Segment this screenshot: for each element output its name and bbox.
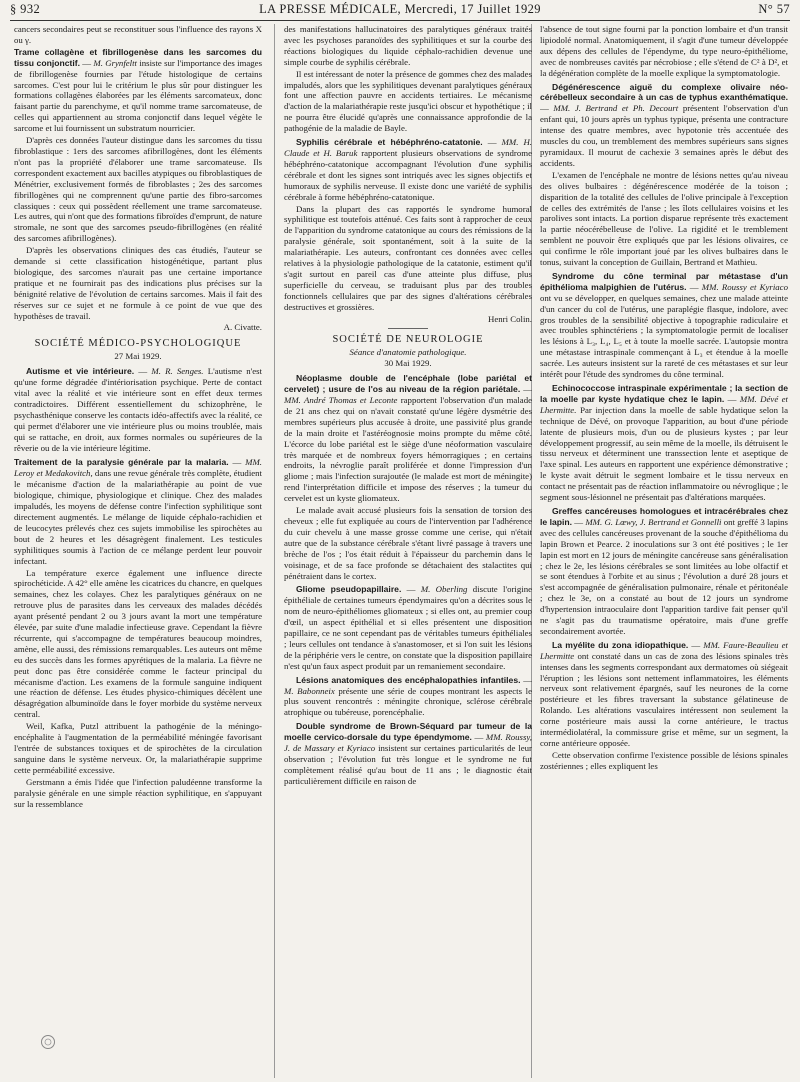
paragraph: insistent sur certaines particularités de leur observation ; l'évolution fut très longue et le syndrome ne fut complètement réalisé qu'au bout de 11 ans ; le diagnostic était particulièrement difficile en raison de: [284, 743, 532, 786]
paragraph: présente une série de coupes montrant les aspects le plus souvent rencontrés : méningite chronique, sclérose cérébrale atrophique ou tubéreuse, porencéphalie.: [284, 685, 532, 718]
signature: A. Civatte.: [223, 322, 262, 333]
paragraph: Cette observation confirme l'existence possible de lésions spinales zostériennes ; elles expliquent les: [540, 749, 788, 771]
article-title: Greffes cancéreuses homologues et intracérébrales chez le lapin.: [540, 505, 788, 527]
article-author: M. Grynfeltt: [93, 57, 137, 68]
article-author: MM. J. Bertrand et Ph. Decourt: [553, 103, 679, 114]
paragraph: ont constaté dans un cas de zona des lésions spinales très intenses dans les segments correspondant aux dermatomes où siégeait l'éruption ; les lésions sont nettement inflammatoires, les éléments nerveux sont relativement épargnés, sauf les neurones de la corne postérieure et les fibres traversant la substance gélatineuse de Rolando. Les altérations vasculaires intéressent non seulement la corne postérieure mais aussi la corne antérieure, le tractus intermédiolatéral, la commissure grise et même, sur un segment, la corne antérieure opposée.: [540, 650, 788, 748]
signature: Henri Colin.: [488, 313, 532, 324]
paragraph: D'après ces données l'auteur distingue dans les sarcomes du tissu fibroblastique : 1ers des sarcomes afibrillogènes, dont les éléments n'ont pas la propriété d'élaborer une trame sarcomateuse. Ils correspondent exactement aux bacilles atypiques ou fibroblastiques de Ménétrier, exclusivement formés de fibroblastes ; 2es des sarcomes fibrillogènes qui ne comprennent qu'une partie des fibro-sarcomes classiques : ceux qui possèdent réellement une trame sarcomateuse. Les autres, qui n'ont que des formations fibroïdes d'emprunt, de nature stromale, ne sont que des sarcomes pseudo-fibrillogènes (en réalité des sarcomes afibrillogènes).: [14, 135, 262, 244]
article-babonneix: Lésions anatomiques des encéphalopathies infantiles. — M. Babonneix présente une série de coupes montrant les aspects le plus souvent rencontrés : méningite chronique, sclérose cérébrale atrophique ou tubéreuse, porencéphalie.: [284, 674, 532, 718]
article-author: M. R. Senges.: [151, 366, 204, 377]
paragraph: dans une revue générale très complète, étudient le mécanisme d'action de la malariathérapie au point de vue biologique, chimique, physiologique et clinique. Chez des malades impaludés, les moyens de défense contre l'infection syphilitique sont directement augmentés. Le mélange de liquide céphalo-rachidien et de leucocytes prélevés chez ces sujets immobilise les spirochètes au bout de 2 heures et les désagrègent finalement. Les testicules syphilitiques soumis à l'action de ce mélange perdent leur pouvoir infectant.: [14, 468, 262, 566]
section-subtitle: Séance d'anatomie pathologique.: [349, 347, 467, 358]
article-grynfeltt: Trame collagène et fibrillogenèse dans les sarcomes du tissu conjonctif. — M. Grynfeltt insiste sur l'importance des images de fibrillogenèse fournies par l'étude histologique de certains sarcomes. C'est pour lui le critérium le plus sûr pour distinguer les formations collagènes élaborées par les éléments sarcomateux, donc faisant partie du parenchyme, et qu'il nomme trame sarcomateuse, de celles qui appartiennent au stroma conjonctif dans lequel végète le sarcome et lui fournissent un substratum nourricier.: [14, 46, 262, 134]
page-reference: § 932: [10, 2, 41, 16]
article-author: MM. André Thomas et Leconte: [284, 395, 398, 405]
paragraph: insiste sur l'importance des images de fibrillogenèse fournies par l'étude histologique de certains sarcomes. C'est pour lui le critérium le plus sûr pour distinguer les formations collagènes élaborées par les éléments sarcomateux, donc faisant partie du parenchyme, et qu'il nomme trame sarcomateuse, de celles qui appartiennent au stroma conjonctif dans lequel végète le sarcome et lui fournissent un substratum nourricier.: [14, 57, 262, 134]
column-1: [14, 24, 262, 1076]
section-title: SOCIÉTÉ DE NEUROLOGIE: [332, 334, 484, 346]
article-author: MM. G. Lœwy, J. Bertrand et Gonnelli: [585, 516, 722, 527]
article-title: Echinococcose intraspinale expérimentale ; la section de la moelle par kyste hydatique chez le lapin.: [540, 383, 788, 404]
section-date: 27 Mai 1929.: [114, 351, 162, 362]
paragraph: La température exerce également une influence directe spirochéticide. A 42° elle amène les cicatrices du chancre, en quelques semaines, chez les colayes. Chez les paralytiques généraux on ne retrouve plus de parasites dans les cerveaux des malades décédés ayant présenté pendant 2 ou 3 jours avant la mort une température élevée, par suite d'une maladie infectieuse grave. Cependant la fièvre récurrente, qui s'accompagne de températures beaucoup moindres, amène, elle aussi, des rémissions remarquables. Les auteurs ont même eu des succès dans les formes apyrétiques de la malaria. La fièvre ne peut donc pas être considérée comme le facteur principal du mécanisme d'action. Les examens de la formule sanguine indiquent une réaction de défense. Les études physico-chimiques décèlent une désagrégation albuminoïde dans le foyer morbide du système nerveux central.: [14, 567, 262, 720]
paragraph: rapportent l'observation d'un malade de 21 ans chez qui on n'avait constaté qu'une légère dysmétrie des membres supérieurs plus accusée à droite, une passivité plus grande de la main droite et l'astéréognosie moins prompte du même côté. L'écorce du lobe pariétal est le siège d'une néoformation vasculaire très marquée et de nombreux foyers hémorragiques ; en certains endroits, la névroglie paraît proliférée et donne l'impression d'un gliome ; mais l'infection surajoutée (le malade est mort de méningite) rend l'interprétation difficile et impose des réserves ; la tumeur du cervelet est un kyste gliomateux.: [284, 395, 532, 504]
library-stamp-icon: [40, 1034, 56, 1050]
paragraph: présentent l'observation d'un enfant qui, 10 jours après un typhus typique, présenta une contracture intense des quatre membres, avec hypotonie très accentuée des muscles du cou, un tremblement des membres supérieurs sans signes pyramidaux. Il mourut de cachexie 3 semaines après le début des accidents.: [540, 103, 788, 168]
article-author: MM. Leroy et Medakovitch,: [14, 457, 262, 479]
paragraph: D'après les observations cliniques des cas étudiés, l'auteur se demande si cette classification histogénétique, partant plus biologique, des sarcomes n'aurait pas une certaine importance pratique et ne fournirait pas des indications plus précises sur la bénignité relative de l'évolution de certains sarcomes. Mais il fait des réserves sur ce sujet et ne formule à ce point de vue que des hypothèses de travail.: [14, 245, 262, 321]
article-title: Néoplasme double de l'encéphale (lobe pariétal et cervelet) ; usure de l'os au niveau de la région pariétale.: [284, 373, 532, 395]
article-roussy-massary: Double syndrome de Brown-Séquard par tumeur de la moelle cervico-dorsale du type épendymome. — MM. Roussy, J. de Massary et Kyriaco insistent sur certaines particularités de leur observation ; l'évolution fut très longue et le syndrome ne fut complètement réalisé qu'au bout de 11 ans ; le diagnostic était particulièrement difficile en raison de: [284, 721, 532, 786]
paragraph: Dans la plupart des cas rapportés le syndrome humoral syphilitique est toutefois atténué. Ces faits sont à rapprocher de ceux de l'apparition du syndrome catatonique au cours des rémissions de la paralysie générale, soit spontanément, soit à la suite de la malariathérapie. Les auteurs, confrontant ces données avec celles relatives à la physiologie pathologique de la catatonie, estiment qu'il s'agit surtout en pareil cas d'une atteinte plus diffuse, plus superficielle du cerveau, se traduisant plus par des troubles fonctionnels cellulaires que par des signes d'altérations cérébrales destructives et grossières.: [284, 203, 532, 312]
article-leroy: Traitement de la paralysie générale par la malaria. — MM. Leroy et Medakovitch, dans une revue générale très complète, étudient le mécanisme d'action de la malariathérapie au point de vue biologique, chimique, physiologique et clinique. Chez des malades impaludés, les moyens de défense contre l'infection syphilitique sont directement augmentés. Le mélange de liquide céphalo-rachidien et de leucocytes prélevés chez ces sujets immobilise les spirochètes au bout de 2 heures et les désagrègent finalement. Les testicules syphilitiques soumis à l'action de ce mélange perdent leur pouvoir infectant.: [14, 457, 262, 566]
journal-title: LA PRESSE MÉDICALE, Mercredi, 17 Juillet 1929: [259, 2, 541, 16]
article-thomas-leconte: Néoplasme double de l'encéphale (lobe pariétal et cervelet) ; usure de l'os au niveau de la région pariétale. — MM. André Thomas et Leconte rapportent l'observation d'un malade de 21 ans chez qui on n'avait constaté qu'une légère dysmétrie des membres supérieurs plus accusée à droite, une passivité plus grande de la main droite et l'astéréognosie moins prompte du même côté. L'écorce du lobe pariétal est le siège d'une néoformation vasculaire très marquée et de nombreux foyers hémorragiques ; en certains endroits, la névroglie paraît proliférée et donne l'impression d'un gliome ; mais l'infection surajoutée (le malade est mort de méningite) rend l'interprétation difficile et impose des réserves ; la tumeur du cervelet est un kyste gliomateux.: [284, 373, 532, 504]
paragraph: Il est intéressant de noter la présence de gommes chez des malades impaludés, alors que les syphilitiques devenant paralytiques généraux font une affection pauvre en accidents tertiaires. Le mécanisme d'action de la malariathérapie reste jusqu'ici obscur et hypothétique ; il ne pourra être élucidé qu'après une connaissance approfondie de la pathogénie de la maladie de Bayle.: [284, 68, 532, 134]
article-author: MM. Roussy, J. de Massary et Kyriaco: [284, 732, 532, 754]
paragraph: L'examen de l'encéphale ne montre de lésions nettes qu'au niveau des olives bulbaires : dégénérescence modérée de la toison ; disparition de la totalité des cellules de l'olive principale à l'exception de celles des extrémités de l'anse ; les îlots cellulaires voisins et les parolives sont intacts. La portion disparue représente très exactement la partie néocérébelleuse de l'olive. La rigidité et le tremblement semblent ne pouvoir être expliqués que par les lésions olivaires, ce qui confirme le rôle important joué par les olives bulbaires dans le tonus, suivant la conception de Guillain, Bertrand et Mathieu.: [540, 169, 788, 268]
column-divider: [274, 24, 275, 1078]
article-author: MM. Roussy et Kyriaco: [701, 281, 788, 292]
header-rule: [10, 20, 790, 21]
article-title: Syphilis cérébrale et hébéphréno-catatonie.: [296, 137, 483, 148]
article-title: Double syndrome de Brown-Séquard par tumeur de la moelle cervico-dorsale du type épendymome.: [284, 721, 532, 743]
article-author: MM. H. Claude et H. Baruk: [284, 137, 532, 158]
paragraph: ont greffé 3 lapins avec des cellules cancéreuses provenant de la souche d'épithélioma du lapin Brown et Pearce. 2 inoculations sur 3 ont été positives ; le 1er lapin est mort en 12 jours de méningite cancéreuse sans généralisation ; chez le 2e, les lésions cérébrales se sont limitées au lobe olfactif et se sont étendues à l'orbite et au sinus ; l'évolution a duré 28 jours et s'est accompagnée de généralisation pulmonaire, rénale et péritonéale ; chez le 3e, on a constaté au bout de 12 jours un syndrome d'hypertension intraoculaire dont l'apparition tardive fait penser qu'il ne s'agit pas du traumatisme opératoire, mais d'une greffe secondairement avortée.: [540, 516, 788, 636]
article-author: MM. Faure-Beaulieu et Lhermitte: [540, 639, 788, 661]
column-3: [540, 24, 788, 1076]
article-title: Traitement de la paralysie générale par la malaria.: [14, 457, 229, 468]
article-title: La myélite du zona idiopathique.: [552, 639, 689, 650]
article-faure-beaulieu: La myélite du zona idiopathique. — MM. Faure-Beaulieu et Lhermitte ont constaté dans un cas de zona des lésions spinales très intenses dans les segments correspondant aux dermatomes où siégeait l'éruption ; les lésions sont nettement inflammatoires, les éléments nerveux sont relativement épargnés, sauf les neurones de la corne postérieure et les fibres traversant la substance gélatineuse de Rolando. Les altérations vasculaires intéressent non seulement la corne postérieure mais aussi la corne antérieure, le tractus intermédiolatéral, la commissure grise et même, sur un segment, la corne antérieure opposée.: [540, 639, 788, 748]
article-author: M. Oberling: [420, 584, 468, 595]
article-title: Syndrome du cône terminal par métastase d'un épithélioma malpighien de l'utérus.: [540, 270, 788, 292]
article-roussy-kyriaco: Syndrome du cône terminal par métastase d'un épithélioma malpighien de l'utérus. — MM. Roussy et Kyriaco ont vu se développer, en quelques semaines, chez une malade atteinte d'un cancer du col de l'utérus, une paraplégie flasque, indolore, avec gros troubles de la sensibilité objective à topographie radiculaire et avec troubles sphinctériens ; la symptomatologie permit de localiser les lésions à L₃, L₄, L₅ et à toute la moelle sacrée. L'autopsie montra une métastase intraspinale commençant à L₃ et étendue à la moelle sacrée. Les auteurs insistent sur la rareté de ces métastases et sur leur intérêt pour l'étude des syndromes du cône terminal.: [540, 270, 788, 380]
article-deve-lhermitte: Echinococcose intraspinale expérimentale ; la section de la moelle par kyste hydatique chez le lapin. — MM. Dévé et Lhermitte. Par injection dans la moelle de sable hydatique selon la technique de Dévé, on provoque l'apparition, au bout d'une période latente de plusieurs mois, d'un ou de plusieurs kystes ; par leur développement progressif, au sein même de la moelle, ils détruisent le tissu nerveux et déterminent une transsection lente et aseptique de l'axe spinal. Les auteurs en rapportent une expérience démonstrative ; le kyste avait détruit le segment lombaire et le tissu nerveux en contact ne présentait pas de réaction inflammatoire ou névroglique ; le segment sous-lésionnel ne présentait pas d'altérations marquées.: [540, 383, 788, 503]
column-2: [284, 24, 532, 1076]
section-date: 30 Mai 1929.: [384, 358, 432, 369]
issue-number: N° 57: [758, 2, 790, 16]
paragraph: cancers secondaires peut se reconstituer sous l'influence des rayons X ou γ.: [14, 24, 262, 45]
section-title: SOCIÉTÉ MÉDICO-PSYCHOLOGIQUE: [34, 338, 242, 350]
paragraph: Weil, Kafka, Putzl attribuent la pathogénie de la méningo-encéphalite à l'augmentation de la perméabilité méningée favorisant l'entrée de substances toxiques et de spirochètes de la circulation sanguine dans le système nerveux. Or, la malariathérapie supprime cette perméabilité excessive.: [14, 721, 262, 775]
article-author: MM. Dévé et Lhermitte.: [540, 393, 788, 415]
article-title: Lésions anatomiques des encéphalopathies infantiles.: [296, 674, 521, 685]
article-title: Autisme et vie intérieure.: [26, 366, 135, 377]
paragraph: des manifestations hallucinatoires des paralytiques généraux traités avec les psychoses paranoïdes des syphilitiques et sur la courbe des réactions biologiques du liquide céphalo-rachidien devenue une simple courbe de syphilis cérébrale.: [284, 24, 532, 67]
article-title: Gliome pseudopapillaire.: [296, 584, 402, 595]
paragraph: l'absence de tout signe fourni par la ponction lombaire et d'un transit lipiodolé normal. Anatomiquement, il s'agit d'une tumeur développée aux dépens des cellules de l'épendyme, du type neuro-épithéliome, avec de nombreuses cavités par nécrobiose ; elle s'étend de C² à D², et la dégénération complète de la moelle explique la symptomatologie.: [540, 24, 788, 78]
article-title: Dégénérescence aiguë du complexe olivaire néo-cérébelleux secondaire à un cas de typhus exanthématique.: [540, 81, 788, 103]
paragraph: rapportent plusieurs observations de syndrome hébéphréno-catatonique accompagnant l'évolution d'une syphilis cérébrale et dont les signes sont intriqués avec les signes objectifs et humoraux de syphilis nerveuse. Il existe donc une variété de syphilis cérébrale à forme hébéphréno-catatonique.: [284, 147, 532, 202]
article-oberling: Gliome pseudopapillaire. — M. Oberling discute l'origine épithéliale de certaines tumeurs épendymaires qu'on a décrites sous le nom de neuro-épithéliomes gliomateux ; si elles ont, au premier coup d'œil, un aspect épithélial et si elles présentent une disposition papillaire, ce ne sont cependant pas de véritables tumeurs épithéliales ; leurs cellules ont tendance à s'anastomoser, et si l'on suit les lésions de la périphérie vers le centre, on constate que la disposition papillaire n'est qu'un faux aspect produit par un remaniement secondaire.: [284, 584, 532, 671]
section-divider: [388, 328, 428, 329]
article-bertrand-decourt: Dégénérescence aiguë du complexe olivaire néo-cérébelleux secondaire à un cas de typhus exanthématique. — MM. J. Bertrand et Ph. Decourt présentent l'observation d'un enfant qui, 10 jours après un typhus typique, présenta une contracture intense des quatre membres, avec hypotonie très accentuée des muscles du cou, un tremblement des membres supérieurs sans signes pyramidaux. Il mourut de cachexie 3 semaines après le début des accidents.: [540, 81, 788, 168]
paragraph: L'autisme n'est qu'une forme dégradée d'intériorisation psychique. Perte de contact vital avec la réalité et vie intérieure sont en effet deux termes contradictoires. Différent essentiellement du schizophrène, le psychasthénique conserve les contacts idéo-affectifs avec la réalité, ce qui permet d'élaborer une vie intérieure plus ou moins troublée, mais qui se rattache, en droit, aux formes normales ou supérieures de la rêverie ou de la vie intérieure légitime.: [14, 366, 262, 453]
paragraph: ont vu se développer, en quelques semaines, chez une malade atteinte d'un cancer du col de l'utérus, une paraplégie flasque, indolore, avec gros troubles de la sensibilité objective à topographie radiculaire et avec troubles sphinctériens ; la symptomatologie permit de localiser les lésions à L₃, L₄, L₅ et à toute la moelle sacrée. L'autopsie montra une métastase intraspinale commençant à L₃ et étendue à la moelle sacrée. Les auteurs insistent sur la rareté de ces métastases et sur leur intérêt pour l'étude des syndromes du cône terminal.: [540, 292, 788, 380]
paragraph: Le malade avait accusé plusieurs fois la sensation de torsion des cheveux ; elle fut expliquée au cours de l'intervention par l'adhérence du cuir chevelu à une masse grosse comme une cerise, qui n'était autre que de la substance cérébrale s'étant livré passage à travers une brèche de l'os ; l'os était réduit à l'épaisseur du parchemin dans le voisinage, et de sa face profonde se détachaient des stalactites qui pénétraient dans le cortex.: [284, 505, 532, 581]
article-senges: Autisme et vie intérieure. — M. R. Senges. L'autisme n'est qu'une forme dégradée d'intériorisation psychique. Perte de contact vital avec la réalité et vie intérieure sont en effet deux termes contradictoires. Différent essentiellement du schizophrène, le psychasthénique conserve les contacts idéo-affectifs avec la réalité, ce qui permet d'élaborer une vie intérieure plus ou moins troublée, mais qui se rattache, en droit, aux formes normales ou supérieures de la rêverie ou de la vie intérieure légitime.: [14, 366, 262, 453]
paragraph: Par injection dans la moelle de sable hydatique selon la technique de Dévé, on provoque l'apparition, au bout d'une période latente de plusieurs mois, d'un ou de plusieurs kystes ; par leur développement progressif, au sein même de la moelle, ils détruisent le tissu nerveux et déterminent une transsection lente et aseptique de l'axe spinal. Les auteurs en rapportent une expérience démonstrative ; le kyste avait détruit le segment lombaire et le tissu nerveux en contact ne présentait pas de réaction inflammatoire ou névroglique ; le segment sous-lésionnel ne présentait pas d'altérations marquées.: [540, 404, 788, 503]
paragraph: discute l'origine épithéliale de certaines tumeurs épendymaires qu'on a décrites sous le nom de neuro-épithéliomes gliomateux ; si elles ont, au premier coup d'œil, un aspect épithélial et si elles présentent une disposition papillaire, ce ne sont cependant pas de véritables tumeurs épithéliales ; leurs cellules ont tendance à s'anastomoser, et si l'on suit les lésions de la périphérie vers le centre, on constate que la disposition papillaire n'est qu'un faux aspect produit par un remaniement secondaire.: [284, 584, 532, 671]
article-loewy: Greffes cancéreuses homologues et intracérébrales chez le lapin. — MM. G. Lœwy, J. Bertrand et Gonnelli ont greffé 3 lapins avec des cellules cancéreuses provenant de la souche d'épithélioma du lapin Brown et Pearce. 2 inoculations sur 3 ont été positives ; le 1er lapin est mort en 12 jours de méningite cancéreuse sans généralisation ; chez le 2e, les lésions cérébrales se sont limitées au lobe olfactif et se sont étendues à l'orbite et au sinus ; l'évolution a duré 28 jours et s'est accompagnée de généralisation pulmonaire, rénale et péritonéale ; chez le 3e, on a constaté au bout de 12 jours un syndrome d'hypertension intraoculaire dont l'apparition tardive fait penser qu'il ne s'agit pas du traumatisme opératoire, mais d'une greffe secondairement avortée.: [540, 505, 788, 636]
article-title: Trame collagène et fibrillogenèse dans les sarcomes du tissu conjonctif.: [14, 46, 262, 68]
article-author: M. Babonneix: [284, 685, 335, 696]
article-claude-baruk: Syphilis cérébrale et hébéphréno-catatonie. — MM. H. Claude et H. Baruk rapportent plusieurs observations de syndrome hébéphréno-catatonique accompagnant l'évolution d'une syphilis cérébrale et dont les signes sont intriqués avec les signes objectifs et humoraux de syphilis nerveuse. Il existe donc une variété de syphilis cérébrale à forme hébéphréno-catatonique.: [284, 137, 532, 202]
page-header: [10, 2, 790, 19]
paragraph: Gerstmann a émis l'idée que l'infection paludéenne transforme la paralysie générale en une simple réaction syphilitique, en s'appuyant sur la ressemblance: [14, 776, 262, 809]
